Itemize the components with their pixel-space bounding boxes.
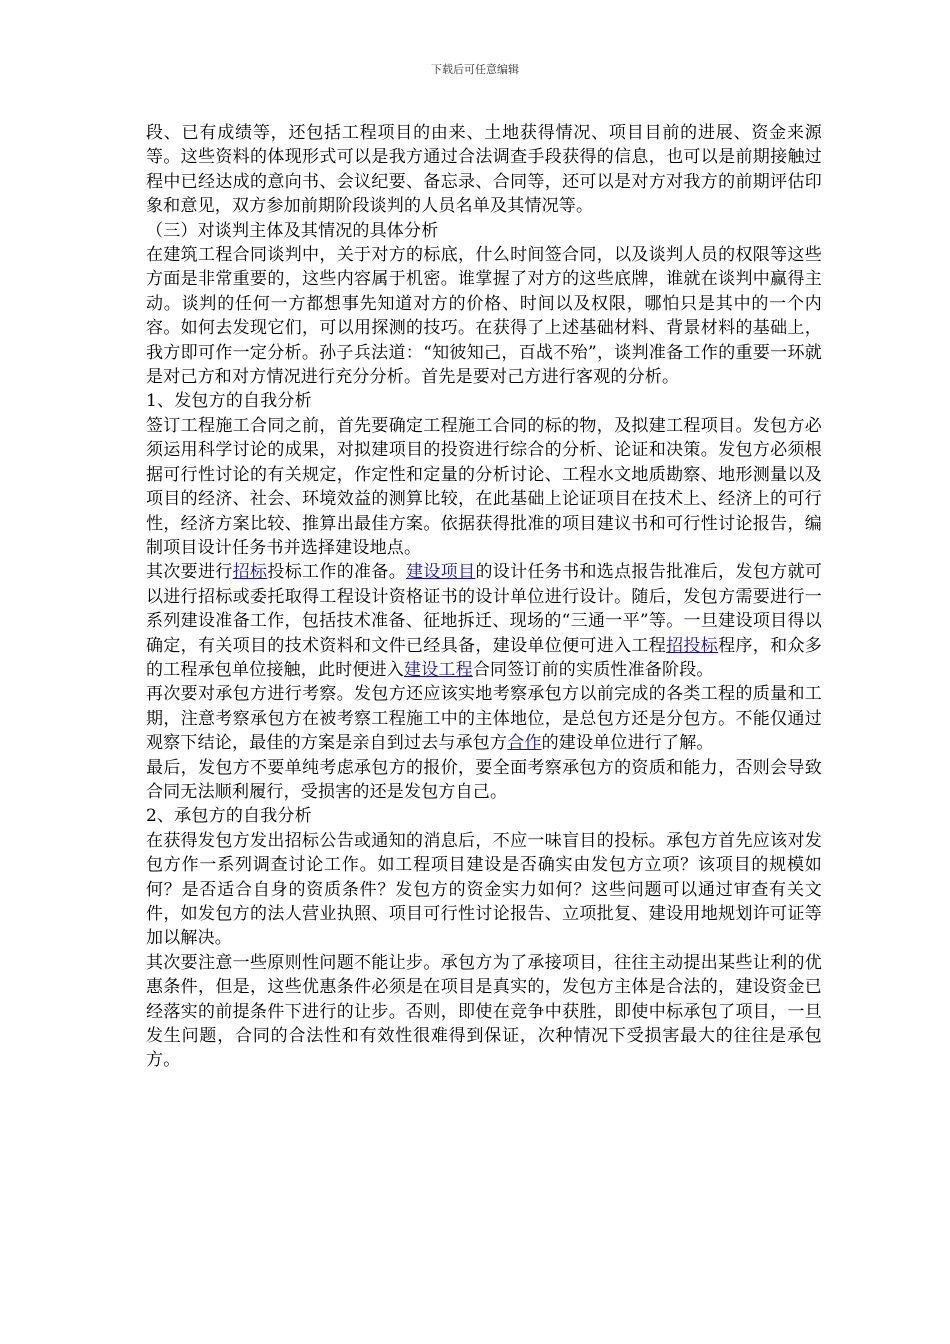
- paragraph-continuation: 段、已有成绩等，还包括工程项目的由来、土地获得情况、项目目前的进展、资金来源等。这些资料的体现形式可以是我方通过合法调查手段获得的信息，也可以是前期接触过程中已经达成的意向书、会议纪要、备忘录、合同等，还可以是对方对我方的前期评估印象和意见，双方参加前期阶段谈判的人员名单及其情况等。: [146, 123, 822, 217]
- subheading-contractor-analysis: 2、承包方的自我分析: [146, 806, 312, 827]
- link-construction-engineering[interactable]: 建设工程: [404, 659, 473, 680]
- paragraph-contractor-inspection: [146, 682, 822, 755]
- text-span: 合同签订前的实质性准备阶段。: [472, 659, 714, 680]
- text-span: 其次要进行: [146, 562, 233, 583]
- subheading-employer-analysis: 1、发包方的自我分析: [146, 391, 312, 412]
- link-construction-project[interactable]: 建设项目: [406, 562, 476, 583]
- text-span: 的设计任务书和选点报告批准后，发包方就可以进行招标或委托取得工程设计资格证书的设计单位进行设计。随后，发包方需要进行一系列建设准备工作，包括技术准备、征地拆迁、现场的“三通一平”等。一旦建设项目得以确定，有关项目的技术资料和文件已经具备，建设单位便可进入工程: [146, 562, 823, 656]
- link-tendering[interactable]: 招投标: [666, 635, 719, 656]
- text-span: 投标工作的准备。: [267, 562, 407, 583]
- paragraph-bidding-preparation: [146, 560, 822, 682]
- page-header-note: 下载后可任意编辑: [431, 63, 519, 76]
- paragraph-finally: 最后，发包方不要单纯考虑承包方的报价，要全面考察承包方的资质和能力，否则会导致合同无法顺利履行，受损害的还是发包方自己。: [146, 757, 822, 802]
- paragraph-contract-preparation: 签订工程施工合同之前，首先要确定工程施工合同的标的物，及拟建工程项目。发包方必须运用科学讨论的成果，对拟建项目的投资进行综合的分析、论证和决策。发包方必须根据可行性讨论的有关规定，作定性和定量的分析讨论、工程水文地质勘察、地形测量以及项目的经济、社会、环境效益的测算比较，在此基础上论证项目在技术上、经济上的可行性，经济方案比较、推算出最佳方案。依据获得批准的项目建议书和可行性讨论报告，编制项目设计任务书并选择建设地点。: [146, 415, 822, 558]
- paragraph-principles: 其次要注意一些原则性问题不能让步。承包方为了承接项目，往往主动提出某些让利的优惠条件，但是，这些优惠条件必须是在项目是真实的，发包方主体是合法的，建设资金已经落实的前提条件下进行的让步。否则，即使在竞争中获胜，即使中标承包了项目，一旦发生问题，合同的合法性和有效性很难得到保证，次种情况下受损害最大的往往是承包方。: [146, 952, 822, 1071]
- text-span: 的建设单位进行了解。: [541, 733, 714, 754]
- section-heading-3: （三）对谈判主体及其情况的具体分析: [146, 220, 439, 241]
- link-cooperation[interactable]: 合作: [507, 733, 542, 754]
- document-body: [146, 121, 822, 1073]
- text-span: 程序，和众多的工程承包单位接触，此时便进入: [146, 635, 822, 680]
- paragraph-negotiation-secrets: 在建筑工程合同谈判中，关于对方的标底，什么时间签合同，以及谈判人员的权限等这些方面是非常重要的，这些内容属于机密。谁掌握了对方的这些底牌，谁就在谈判中赢得主动。谈判的任何一方都想事先知道对方的价格、时间以及权限，哪怕只是其中的一个内容。如何去发现它们，可以用探测的技巧。在获得了上述基础材料、背景材料的基础上，我方即可作一定分析。孙子兵法道：“知彼知己，百战不殆”，谈判准备工作的重要一环就是对己方和对方情况进行充分分析。首先是要对己方进行客观的分析。: [146, 245, 822, 388]
- paragraph-contractor-research: 在获得发包方发出招标公告或通知的消息后，不应一味盲目的投标。承包方首先应该对发包方作一系列调查讨论工作。如工程项目建设是否确实由发包方立项？该项目的规模如何？是否适合自身的资质条件？发包方的资金实力如何？这些问题可以通过审查有关文件，如发包方的法人营业执照、项目可行性讨论报告、立项批复、建设用地规划许可证等加以解决。: [146, 830, 822, 949]
- text-span: 再次要对承包方进行考察。发包方还应该实地考察承包方以前完成的各类工程的质量和工期，注意考察承包方在被考察工程施工中的主体地位，是总包方还是分包方。不能仅通过观察下结论，最佳的方案是亲自到过去与承包方: [146, 684, 822, 754]
- link-bidding[interactable]: 招标: [232, 562, 268, 583]
